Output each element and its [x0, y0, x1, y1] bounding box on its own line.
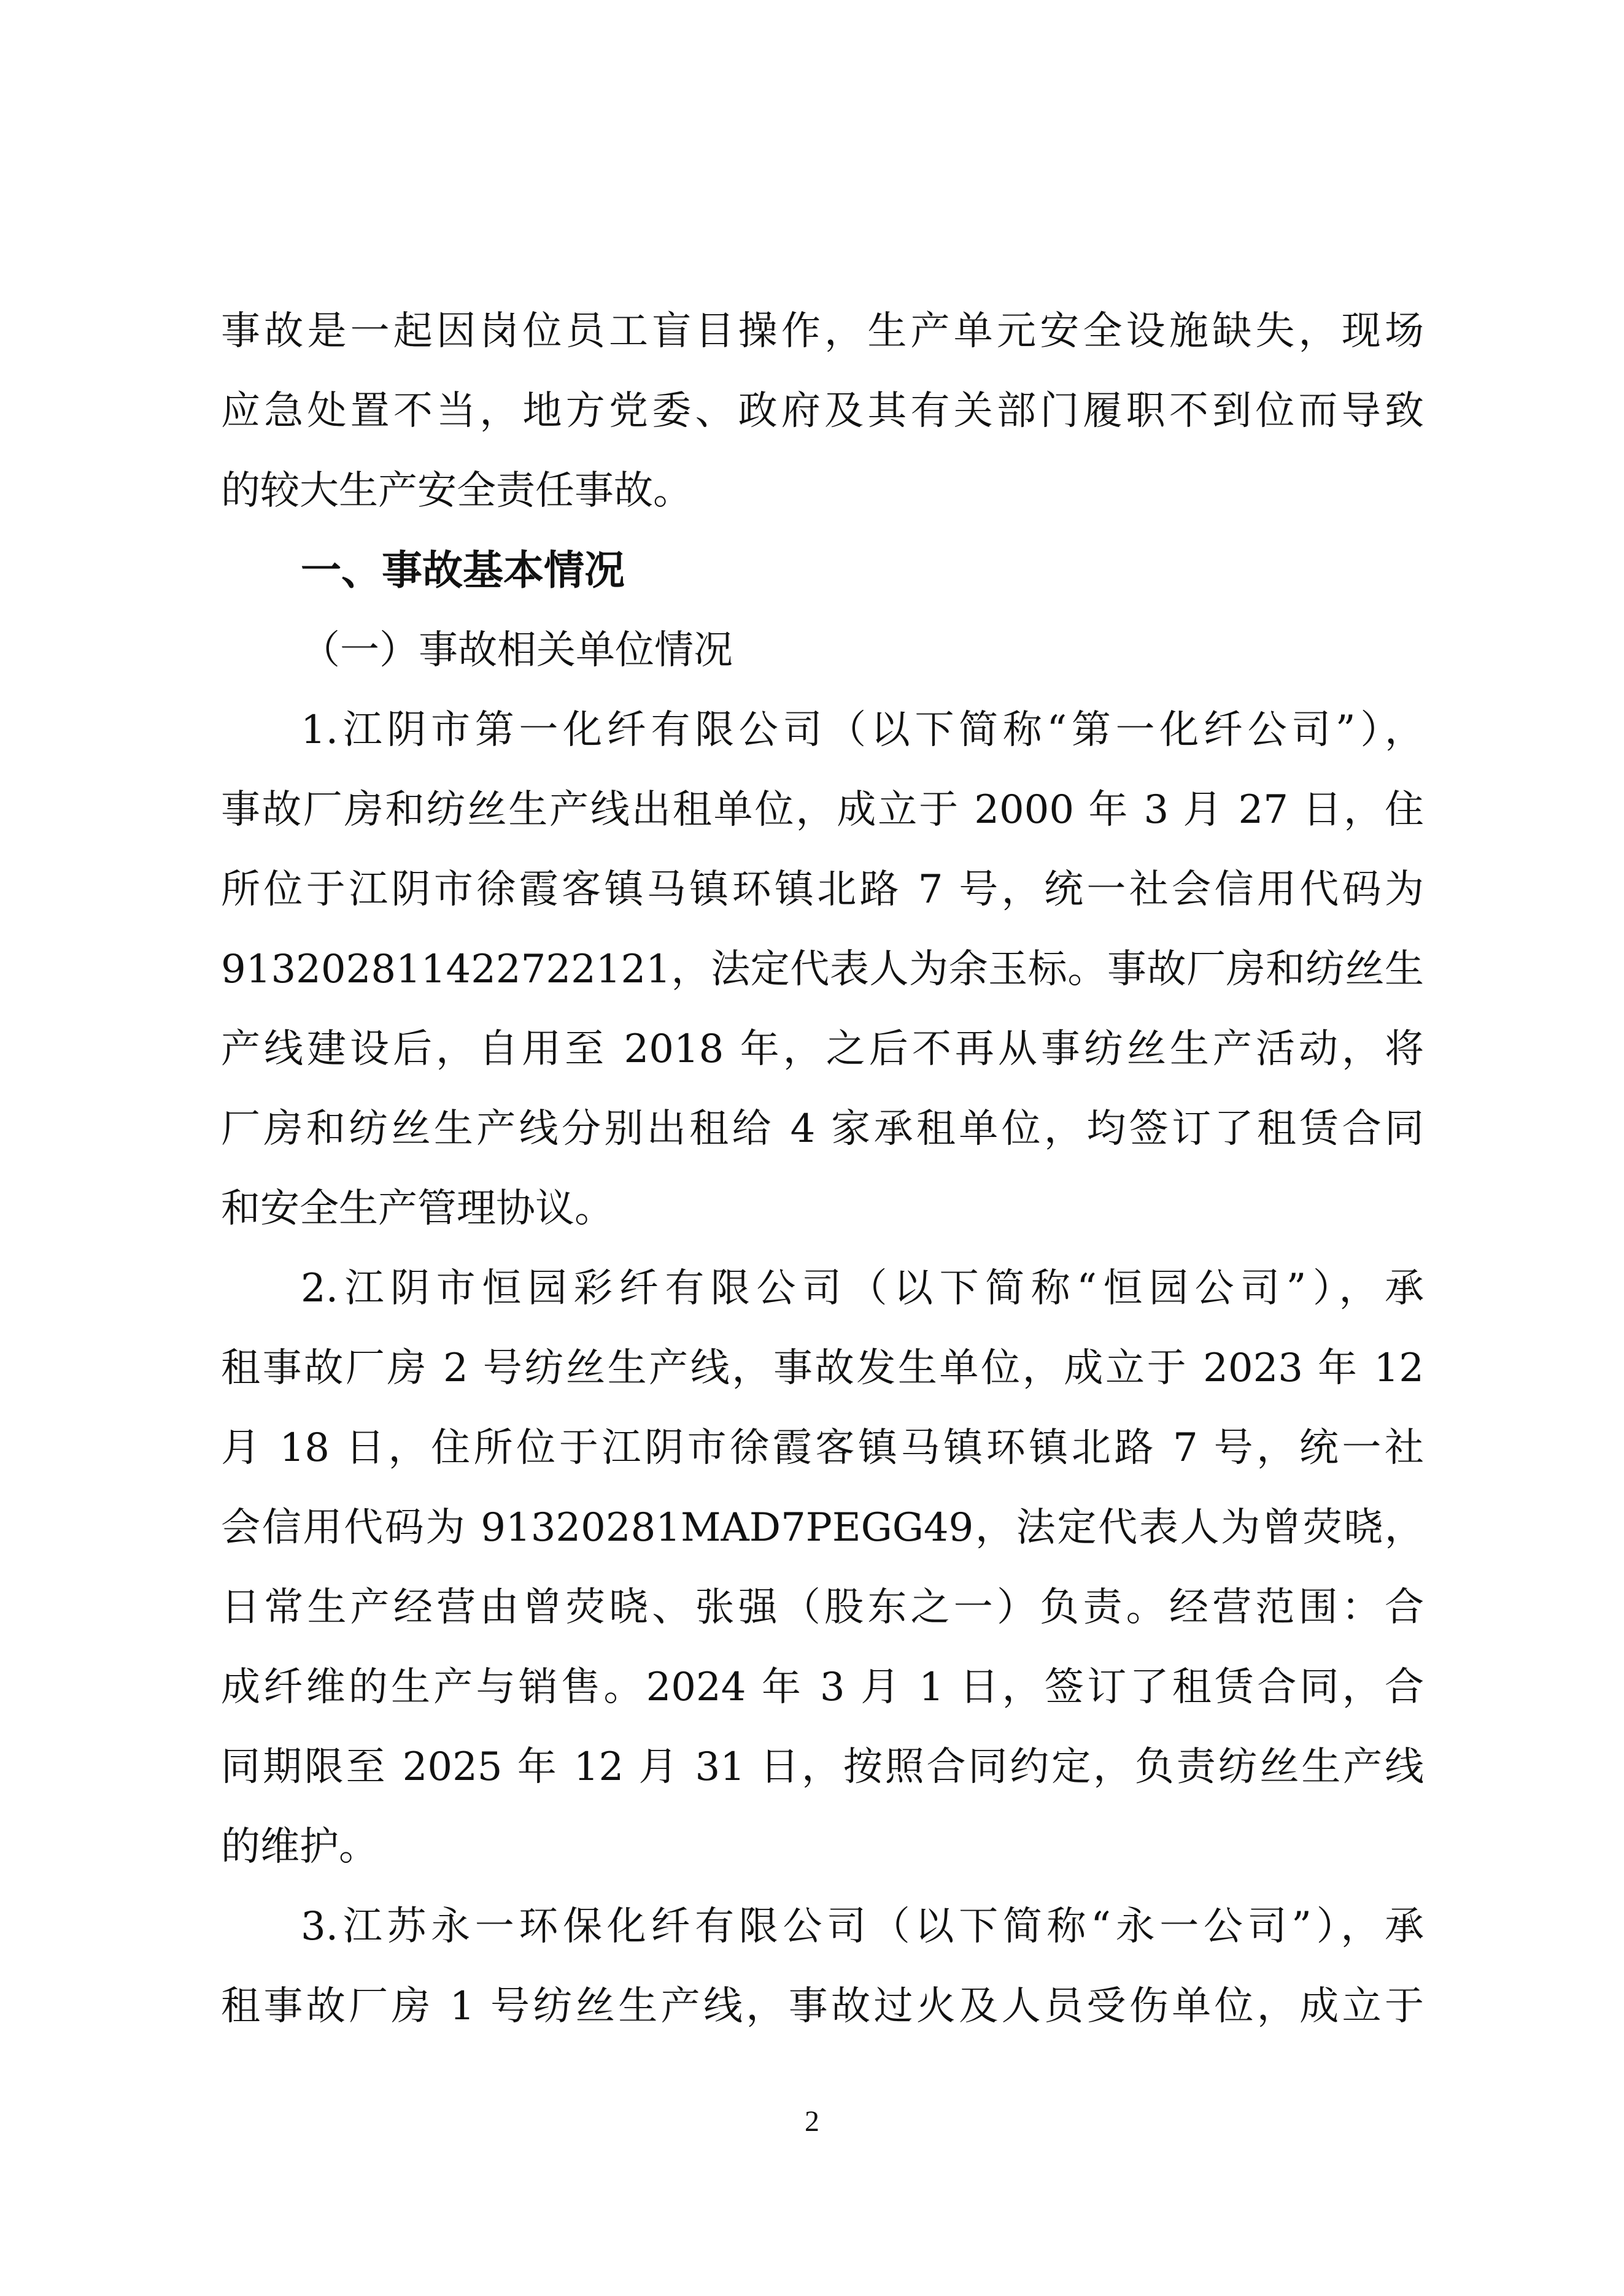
paragraph2-line-1: 2.江阴市恒园彩纤有限公司（以下简称“恒园公司”），承: [301, 1266, 1424, 1311]
paragraph2-line-7: 同期限至 2025 年 12 月 31 日，按照合同约定，负责纺丝生产线: [221, 1744, 1424, 1790]
paragraph2-line-8: 的维护。: [221, 1824, 378, 1870]
paragraph3-line-1: 3.江苏永一环保化纤有限公司（以下简称“永一公司”），承: [301, 1904, 1424, 1949]
page-number: 2: [805, 2105, 819, 2138]
paragraph1-line-4: 913202811422722121，法定代表人为余玉标。事故厂房和纺丝生: [221, 947, 1424, 992]
paragraph2-line-4: 会信用代码为 91320281MAD7PEGG49，法定代表人为曾荧晓，: [221, 1505, 1424, 1551]
paragraph1-line-1: 1.江阴市第一化纤有限公司（以下简称“第一化纤公司”），: [301, 707, 1424, 753]
section-heading: 一、事故基本情况: [301, 547, 625, 594]
intro-line-2: 应急处置不当，地方党委、政府及其有关部门履职不到位而导致: [221, 388, 1424, 434]
paragraph1-line-6: 厂房和纺丝生产线分别出租给 4 家承租单位，均签订了租赁合同: [221, 1106, 1424, 1152]
intro-line-3: 的较大生产安全责任事故。: [221, 468, 692, 514]
paragraph2-line-2: 租事故厂房 2 号纺丝生产线，事故发生单位，成立于 2023 年 12: [221, 1346, 1424, 1391]
paragraph1-line-7: 和安全生产管理协议。: [221, 1186, 614, 1231]
paragraph3-line-2: 租事故厂房 1 号纺丝生产线，事故过火及人员受伤单位，成立于: [221, 1984, 1424, 2029]
paragraph1-line-2: 事故厂房和纺丝生产线出租单位，成立于 2000 年 3 月 27 日，住: [221, 787, 1424, 833]
paragraph1-line-5: 产线建设后，自用至 2018 年，之后不再从事纺丝生产活动，将: [221, 1027, 1424, 1072]
paragraph2-line-5: 日常生产经营由曾荧晓、张强（股东之一）负责。经营范围：合: [221, 1585, 1424, 1630]
paragraph2-line-3: 月 18 日，住所位于江阴市徐霞客镇马镇环镇北路 7 号，统一社: [221, 1425, 1424, 1471]
paragraph2-line-6: 成纤维的生产与销售。2024 年 3 月 1 日，签订了租赁合同，合: [221, 1665, 1424, 1710]
subsection-heading: （一）事故相关单位情况: [301, 628, 733, 673]
intro-line-1: 事故是一起因岗位员工盲目操作，生产单元安全设施缺失，现场: [221, 309, 1424, 354]
paragraph1-line-3: 所位于江阴市徐霞客镇马镇环镇北路 7 号，统一社会信用代码为: [221, 867, 1424, 912]
